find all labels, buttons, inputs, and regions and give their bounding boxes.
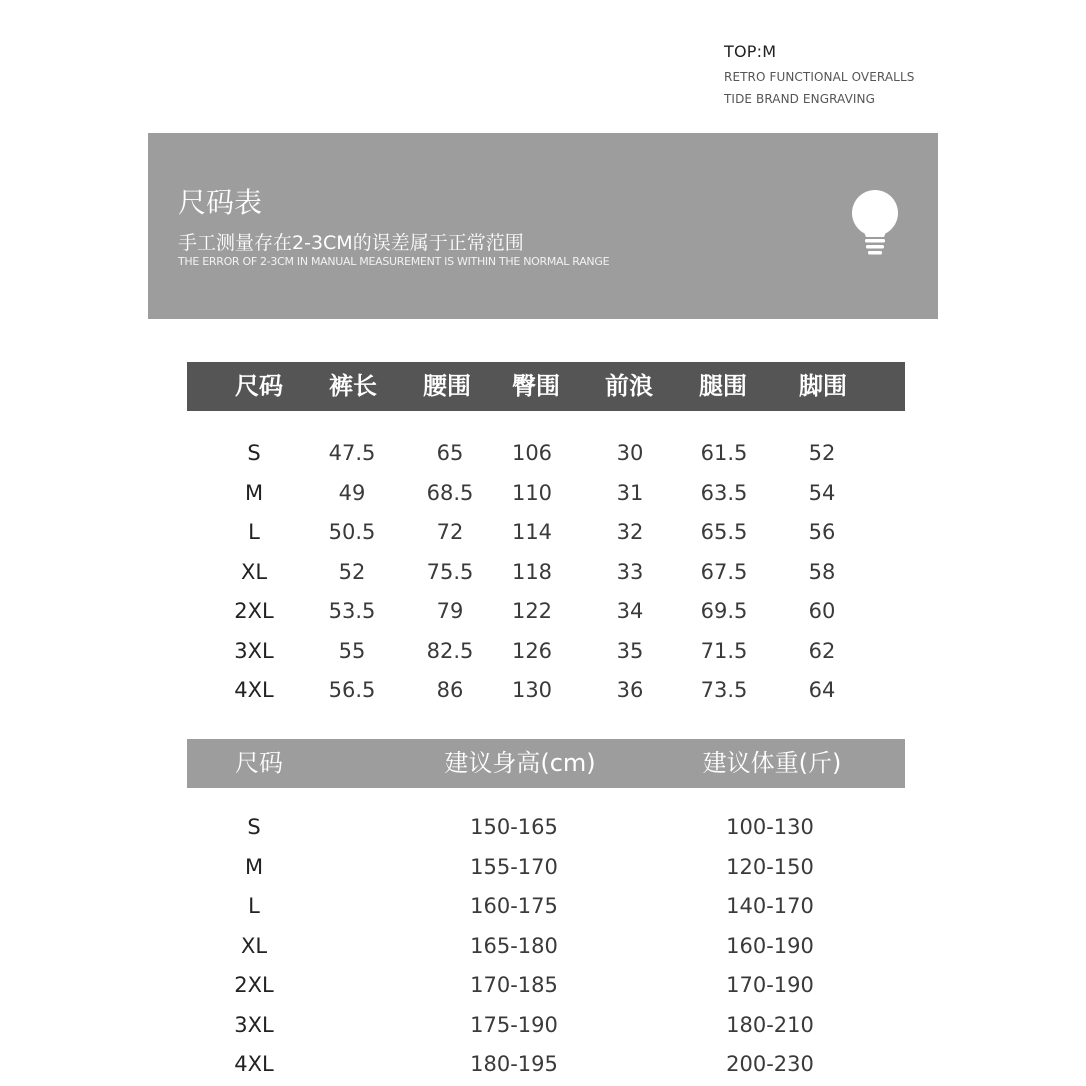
- table-row: [0, 592, 1086, 632]
- cell-size: 2XL: [234, 973, 274, 997]
- cell-front-rise: 36: [616, 678, 644, 702]
- table-row: [0, 474, 1086, 514]
- cell-size: S: [247, 815, 261, 839]
- cell-leg-opening: 54: [808, 480, 836, 505]
- table-row: [0, 848, 1086, 888]
- table-row: [0, 1006, 1086, 1046]
- cell-hip: 114: [511, 520, 553, 544]
- cell-size: L: [248, 894, 260, 918]
- cell-weight: 160-190: [726, 933, 814, 958]
- header-thigh: 腿围: [699, 372, 747, 400]
- cell-front-rise: 32: [616, 520, 644, 544]
- header-hip: 臀围: [512, 372, 560, 400]
- brand-block: [724, 42, 914, 110]
- cell-leg-opening: 52: [808, 441, 836, 465]
- cell-size: M: [244, 480, 264, 505]
- cell-hip: 110: [511, 480, 553, 505]
- table-row: [0, 966, 1086, 1006]
- cell-hip: 106: [511, 441, 553, 465]
- brand-product-line: RETRO FUNCTIONAL OVERALLS: [724, 70, 915, 84]
- table-row: [0, 927, 1086, 967]
- cell-leg-opening: 56: [808, 520, 836, 544]
- cell-height: 155-170: [470, 854, 558, 879]
- banner-subtitle-cn: 手工测量存在2-3CM的误差属于正常范围: [178, 232, 524, 254]
- header-waist: 腰围: [423, 372, 471, 400]
- cell-leg-opening: 60: [808, 599, 836, 623]
- cell-front-rise: 35: [616, 638, 644, 663]
- cell-height: 150-165: [470, 815, 558, 839]
- cell-size: XL: [240, 559, 268, 584]
- measure-table-body: [0, 434, 1086, 711]
- cell-thigh: 69.5: [700, 599, 748, 623]
- cell-leg-opening: 62: [808, 638, 836, 663]
- table-row: [0, 671, 1086, 711]
- cell-pant-length: 47.5: [328, 441, 376, 465]
- cell-height: 165-180: [470, 933, 558, 958]
- cell-pant-length: 52: [338, 559, 366, 584]
- cell-weight: 170-190: [726, 973, 814, 997]
- cell-size: L: [248, 520, 260, 544]
- header-front-rise: 前浪: [605, 372, 653, 400]
- cell-size: 3XL: [234, 1012, 274, 1037]
- cell-pant-length: 53.5: [328, 599, 376, 623]
- cell-thigh: 63.5: [700, 480, 748, 505]
- cell-size: 3XL: [234, 638, 274, 663]
- cell-pant-length: 49: [338, 480, 366, 505]
- cell-thigh: 61.5: [700, 441, 748, 465]
- cell-thigh: 65.5: [700, 520, 748, 544]
- fit-table-body: [0, 808, 1086, 1085]
- cell-waist: 65: [436, 441, 464, 465]
- cell-weight: 140-170: [726, 894, 814, 918]
- table-row: [0, 513, 1086, 553]
- cell-height: 170-185: [470, 973, 558, 997]
- header-suggested-weight: 建议体重(斤): [702, 749, 842, 777]
- cell-waist: 68.5: [426, 480, 474, 505]
- cell-weight: 200-230: [726, 1052, 814, 1076]
- cell-size: 4XL: [234, 1052, 274, 1076]
- cell-waist: 79: [436, 599, 464, 623]
- banner-subtitle-en: THE ERROR OF 2-3CM IN MANUAL MEASUREMENT IS WITHIN THE NORMAL RANGE: [178, 255, 610, 268]
- fit-table-header: [187, 739, 905, 788]
- cell-thigh: 67.5: [700, 559, 748, 584]
- cell-hip: 126: [511, 638, 553, 663]
- header-pant-length: 裤长: [329, 372, 377, 400]
- banner-title: 尺码表: [178, 186, 263, 219]
- cell-waist: 86: [436, 678, 464, 702]
- cell-weight: 120-150: [726, 854, 814, 879]
- cell-waist: 82.5: [426, 638, 474, 663]
- cell-pant-length: 55: [338, 638, 366, 663]
- header-size: 尺码: [235, 749, 283, 777]
- cell-pant-length: 50.5: [328, 520, 376, 544]
- cell-thigh: 71.5: [700, 638, 748, 663]
- cell-weight: 180-210: [726, 1012, 814, 1037]
- cell-hip: 130: [511, 678, 553, 702]
- cell-hip: 122: [511, 599, 553, 623]
- header-leg-opening: 脚围: [799, 372, 847, 400]
- cell-hip: 118: [511, 559, 553, 584]
- cell-size: XL: [240, 933, 268, 958]
- cell-front-rise: 34: [616, 599, 644, 623]
- cell-front-rise: 30: [616, 441, 644, 465]
- cell-leg-opening: 58: [808, 559, 836, 584]
- measure-table-header: [187, 362, 905, 411]
- table-row: [0, 553, 1086, 593]
- cell-size: M: [244, 854, 264, 879]
- table-row: [0, 434, 1086, 474]
- cell-height: 160-175: [470, 894, 558, 918]
- table-row: [0, 887, 1086, 927]
- brand-engraving-line: TIDE BRAND ENGRAVING: [724, 92, 876, 106]
- cell-leg-opening: 64: [808, 678, 836, 702]
- size-chart-banner: [148, 133, 938, 319]
- cell-size: S: [247, 441, 261, 465]
- cell-thigh: 73.5: [700, 678, 748, 702]
- cell-front-rise: 31: [616, 480, 644, 505]
- cell-front-rise: 33: [616, 559, 644, 584]
- cell-size: 4XL: [234, 678, 274, 702]
- cell-waist: 72: [436, 520, 464, 544]
- table-row: [0, 632, 1086, 672]
- cell-weight: 100-130: [726, 815, 814, 839]
- cell-pant-length: 56.5: [328, 678, 376, 702]
- cell-waist: 75.5: [426, 559, 474, 584]
- cell-height: 180-195: [470, 1052, 558, 1076]
- lightbulb-icon: [848, 189, 902, 261]
- cell-size: 2XL: [234, 599, 274, 623]
- header-size: 尺码: [235, 372, 283, 400]
- brand-size-label: TOP:M: [724, 42, 777, 61]
- cell-height: 175-190: [470, 1012, 558, 1037]
- header-suggested-height: 建议身高(cm): [444, 749, 596, 777]
- table-row: [0, 808, 1086, 848]
- table-row: [0, 1045, 1086, 1085]
